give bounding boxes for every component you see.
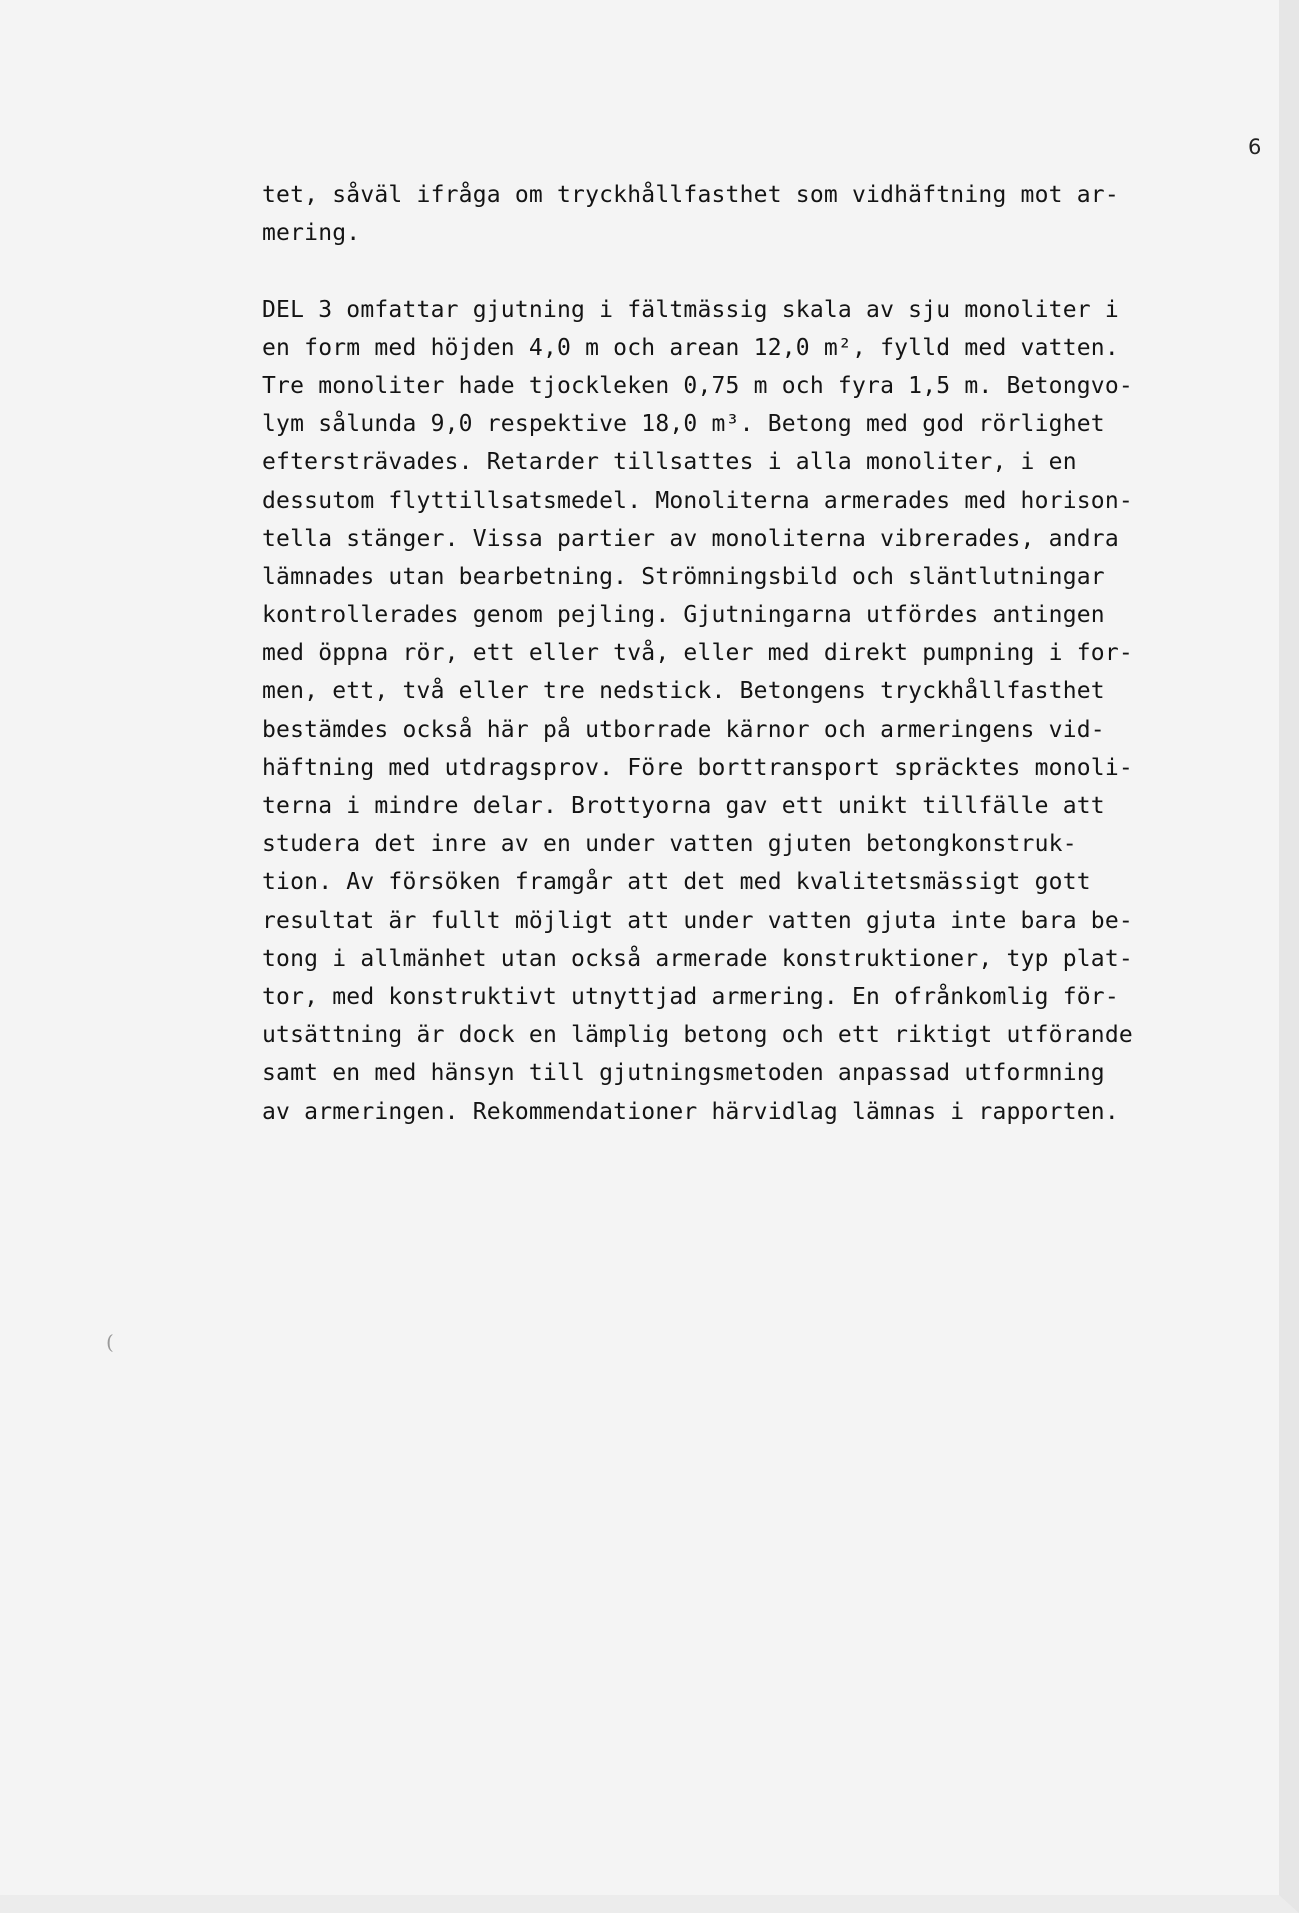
text-line: bestämdes också här på utborrade kärnor och armeringens vid-	[262, 716, 1105, 743]
text-line: med öppna rör, ett eller två, eller med direkt pumpning i for-	[262, 640, 1133, 667]
body-text	[262, 176, 1162, 1131]
text-line: lym sålunda 9,0 respektive 18,0 m³. Betong med god rörlighet	[262, 411, 1105, 438]
paragraph-gap	[262, 252, 1162, 290]
text-line: resultat är fullt möjligt att under vatten gjuta inte bara be-	[262, 907, 1133, 934]
text-line: av armeringen. Rekommendationer härvidlag lämnas i rapporten.	[262, 1098, 1119, 1125]
text-line: tor, med konstruktivt utnyttjad armering. En ofrånkomlig för-	[262, 983, 1119, 1010]
text-line: samt en med hänsyn till gjutningsmetoden anpassad utformning	[262, 1060, 1105, 1087]
text-line: tong i allmänhet utan också armerade konstruktioner, typ plat-	[262, 945, 1133, 972]
text-line: mering.	[262, 220, 361, 247]
text-line: eftersträvades. Retarder tillsattes i alla monoliter, i en	[262, 449, 1077, 476]
text-line: dessutom flyttillsatsmedel. Monoliterna armerades med horison-	[262, 487, 1133, 514]
text-line: DEL 3 omfattar gjutning i fältmässig skala av sju monoliter i	[262, 296, 1119, 323]
text-line: tet, såväl ifråga om tryckhållfasthet som vidhäftning mot ar-	[262, 182, 1119, 208]
text-line: en form med höjden 4,0 m och arean 12,0 m², fylld med vatten.	[262, 334, 1119, 361]
text-line: häftning med utdragsprov. Före borttransport spräcktes monoli-	[262, 754, 1133, 781]
page-number: 6	[1248, 135, 1262, 159]
text-line: Tre monoliter hade tjockleken 0,75 m och fyra 1,5 m. Betongvo-	[262, 372, 1133, 399]
text-line: utsättning är dock en lämplig betong och ett riktigt utförande	[262, 1022, 1133, 1049]
text-line: kontrollerades genom pejling. Gjutningarna utfördes antingen	[262, 602, 1105, 629]
text-line: men, ett, två eller tre nedstick. Betongens tryckhållfasthet	[262, 678, 1105, 705]
text-line: tella stänger. Vissa partier av monoliterna vibrerades, andra	[262, 525, 1119, 552]
text-line: tion. Av försöken framgår att det med kvalitetsmässigt gott	[262, 869, 1091, 896]
stray-mark: (	[106, 1330, 114, 1354]
text-line: studera det inre av en under vatten gjuten betongkonstruk-	[262, 831, 1077, 858]
text-line: lämnades utan bearbetning. Strömningsbild och släntlutningar	[262, 563, 1105, 590]
text-line: terna i mindre delar. Brottyorna gav ett unikt tillfälle att	[262, 793, 1105, 819]
